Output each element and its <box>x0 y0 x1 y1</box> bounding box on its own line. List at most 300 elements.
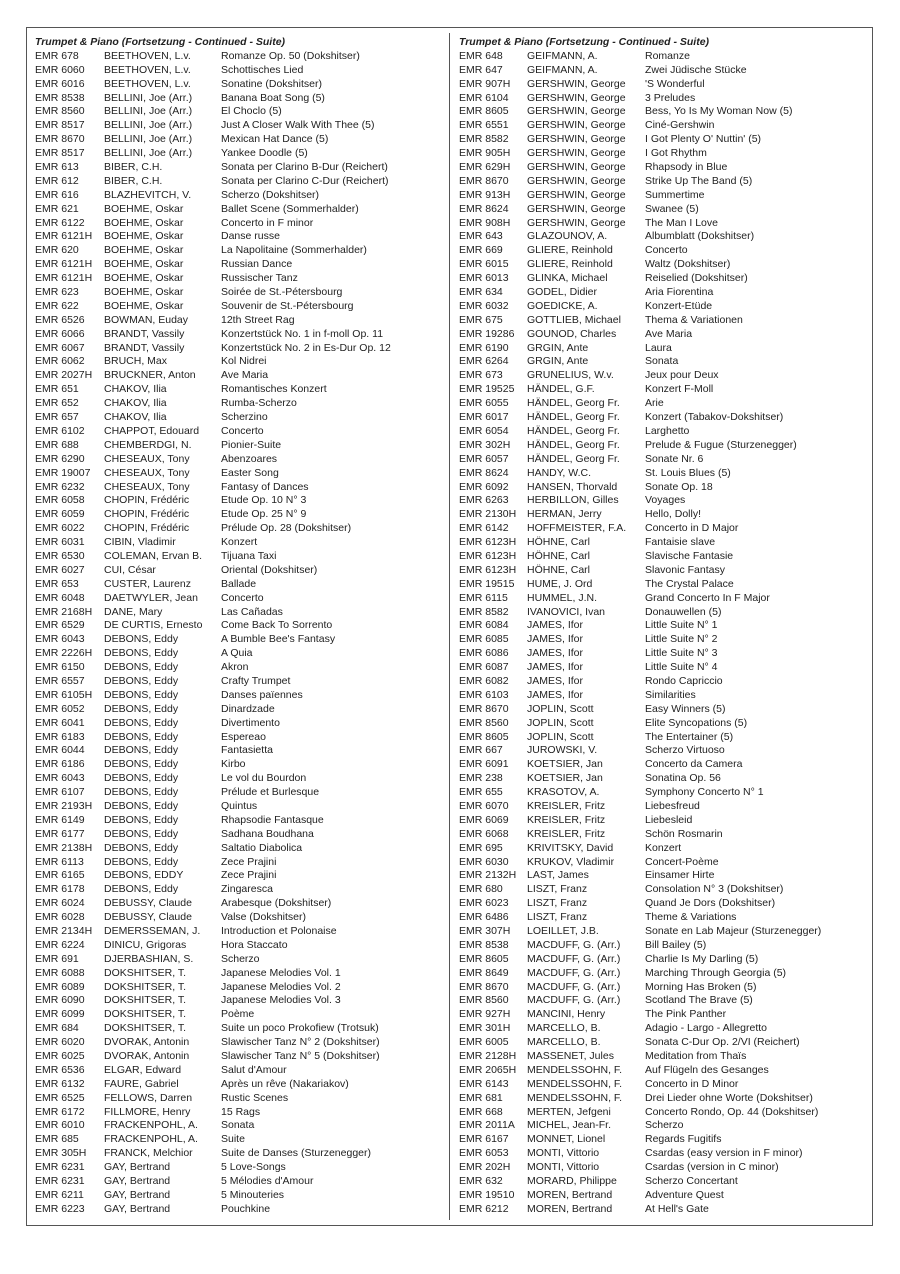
catalog-number: EMR 19286 <box>459 327 515 340</box>
work-title: Suite <box>221 1133 245 1146</box>
composer-name: KRUKOV, Vladimir <box>527 855 615 868</box>
catalog-entry <box>459 300 869 314</box>
work-title: Ave Maria <box>221 369 269 382</box>
catalog-number: EMR 6224 <box>35 938 85 951</box>
composer-name: DEBONS, Eddy <box>104 744 179 757</box>
catalog-entry <box>459 217 869 231</box>
work-title: Symphony Concerto N° 1 <box>645 786 764 799</box>
catalog-number: EMR 6104 <box>459 91 509 104</box>
catalog-number: EMR 652 <box>35 397 79 410</box>
catalog-entry <box>35 175 445 189</box>
work-title: 15 Rags <box>221 1105 261 1118</box>
catalog-entry <box>35 842 445 856</box>
work-title: Consolation N° 3 (Dokshitser) <box>645 883 784 896</box>
catalog-entry <box>35 411 445 425</box>
catalog-number: EMR 8517 <box>35 119 85 132</box>
work-title: 5 Love-Songs <box>221 1161 286 1174</box>
composer-name: LAST, James <box>527 869 589 882</box>
catalog-number: EMR 6123H <box>459 549 517 562</box>
work-title: Scherzo <box>645 1119 684 1132</box>
catalog-number: EMR 6121H <box>35 272 93 285</box>
catalog-number: EMR 913H <box>459 188 511 201</box>
composer-name: FELLOWS, Darren <box>104 1091 193 1104</box>
catalog-entry <box>35 64 445 78</box>
composer-name: GERSHWIN, George <box>527 147 626 160</box>
catalog-entry <box>35 703 445 717</box>
catalog-entry <box>35 536 445 550</box>
work-title: Concerto in D Major <box>645 522 739 535</box>
composer-name: DEBONS, Eddy <box>104 661 179 674</box>
work-title: 12th Street Rag <box>221 313 295 326</box>
catalog-number: EMR 6231 <box>35 1161 85 1174</box>
catalog-number: EMR 6150 <box>35 661 85 674</box>
composer-name: HANSEN, Thorvald <box>527 480 618 493</box>
composer-name: DEBONS, Eddy <box>104 674 179 687</box>
work-title: Sonata <box>645 355 679 368</box>
catalog-number: EMR 623 <box>35 286 79 299</box>
work-title: Akron <box>221 661 249 674</box>
composer-name: MACDUFF, G. (Arr.) <box>527 980 621 993</box>
catalog-entry <box>459 550 869 564</box>
catalog-entry <box>459 397 869 411</box>
catalog-entry <box>35 244 445 258</box>
composer-name: LISZT, Franz <box>527 897 588 910</box>
catalog-entry <box>35 1078 445 1092</box>
catalog-entry <box>35 856 445 870</box>
catalog-entry <box>35 828 445 842</box>
catalog-number: EMR 6115 <box>459 591 508 604</box>
catalog-entry <box>459 661 869 675</box>
catalog-number: EMR 6263 <box>459 494 509 507</box>
catalog-entry <box>35 286 445 300</box>
work-title: Arie <box>645 397 664 410</box>
composer-name: BOEHME, Oskar <box>104 244 184 257</box>
catalog-number: EMR 6017 <box>459 411 509 424</box>
composer-name: BEETHOVEN, L.v. <box>104 63 191 76</box>
catalog-number: EMR 651 <box>35 383 79 396</box>
catalog-entry <box>35 1106 445 1120</box>
composer-name: HUME, J. Ord <box>527 577 593 590</box>
work-title: Scherzo Virtuoso <box>645 744 725 757</box>
work-title: Voyages <box>645 494 686 507</box>
catalog-number: EMR 238 <box>459 772 503 785</box>
work-title: Concerto <box>221 424 264 437</box>
catalog-number: EMR 653 <box>35 577 79 590</box>
composer-name: LISZT, Franz <box>527 911 588 924</box>
catalog-entry <box>459 439 869 453</box>
catalog-entry <box>35 342 445 356</box>
composer-name: LISZT, Franz <box>527 883 588 896</box>
composer-name: KOETSIER, Jan <box>527 758 603 771</box>
work-title: Strike Up The Band (5) <box>645 174 753 187</box>
work-title: Slavonic Fantasy <box>645 563 725 576</box>
catalog-number: EMR 655 <box>459 786 503 799</box>
catalog-entry <box>459 1036 869 1050</box>
catalog-number: EMR 19515 <box>459 577 515 590</box>
composer-name: GODEL, Didier <box>527 286 598 299</box>
catalog-entry <box>35 633 445 647</box>
catalog-number: EMR 6057 <box>459 452 509 465</box>
catalog-number: EMR 6551 <box>459 119 509 132</box>
catalog-number: EMR 6085 <box>459 633 509 646</box>
work-title: Suite de Danses (Sturzenegger) <box>221 1147 371 1160</box>
composer-name: DEBONS, Eddy <box>104 772 179 785</box>
work-title: Liebesfreud <box>645 799 700 812</box>
composer-name: BELLINI, Joe (Arr.) <box>104 147 193 160</box>
catalog-entry <box>459 230 869 244</box>
composer-name: FRACKENPOHL, A. <box>104 1133 198 1146</box>
catalog-number: EMR 6054 <box>459 424 509 437</box>
composer-name: DE CURTIS, Ernesto <box>104 619 203 632</box>
work-title: Bess, Yo Is My Woman Now (5) <box>645 105 793 118</box>
catalog-number: EMR 8670 <box>459 980 509 993</box>
catalog-entry <box>459 578 869 592</box>
catalog-number: EMR 8649 <box>459 966 509 979</box>
catalog-entry <box>35 939 445 953</box>
composer-name: DEBONS, Eddy <box>104 786 179 799</box>
composer-name: CHEMBERDGI, N. <box>104 438 192 451</box>
catalog-entry <box>459 758 869 772</box>
catalog-number: EMR 8560 <box>459 716 509 729</box>
work-title: Sonate en Lab Majeur (Sturzenegger) <box>645 925 822 937</box>
catalog-entry <box>35 772 445 786</box>
catalog-entry <box>459 967 869 981</box>
composer-name: KRIVITSKY, David <box>527 841 614 854</box>
catalog-entry <box>459 619 869 633</box>
work-title: Rumba-Scherzo <box>221 397 297 410</box>
catalog-entry <box>459 161 869 175</box>
catalog-number: EMR 6092 <box>459 480 509 493</box>
composer-name: CHAKOV, Ilia <box>104 411 167 424</box>
work-title: Pouchkine <box>221 1202 271 1215</box>
work-title: Konzertstück No. 2 in Es-Dur Op. 12 <box>221 341 391 354</box>
catalog-entry <box>459 1175 869 1189</box>
catalog-entry <box>35 661 445 675</box>
catalog-number: EMR 632 <box>459 1175 503 1188</box>
work-title: A Quia <box>221 647 253 660</box>
composer-name: HÄNDEL, Georg Fr. <box>527 424 620 437</box>
composer-name: GERSHWIN, George <box>527 216 626 229</box>
work-title: Kirbo <box>221 758 246 771</box>
work-title: A Bumble Bee's Fantasy <box>221 633 336 646</box>
catalog-number: EMR 691 <box>35 952 79 965</box>
catalog-entry <box>459 689 869 703</box>
catalog-entry <box>35 967 445 981</box>
catalog-entry <box>35 1008 445 1022</box>
catalog-number: EMR 6105H <box>35 688 93 701</box>
catalog-number: EMR 6212 <box>459 1202 509 1215</box>
work-title: Thema & Variationen <box>645 313 743 326</box>
catalog-entry <box>459 119 869 133</box>
catalog-number: EMR 6052 <box>35 702 85 715</box>
work-title: Prélude Op. 28 (Dokshitser) <box>221 522 352 535</box>
catalog-number: EMR 2065H <box>459 1063 517 1076</box>
work-title: Etude Op. 25 N° 9 <box>221 508 307 521</box>
composer-name: GERSHWIN, George <box>527 105 626 118</box>
work-title: Konzertstück No. 1 in f-moll Op. 11 <box>221 327 384 340</box>
composer-name: MENDELSSOHN, F. <box>527 1091 623 1104</box>
catalog-entry <box>35 689 445 703</box>
composer-name: BOEHME, Oskar <box>104 286 184 299</box>
catalog-number: EMR 19525 <box>459 383 515 396</box>
composer-name: BOEHME, Oskar <box>104 202 184 215</box>
catalog-entry <box>459 272 869 286</box>
catalog-entry <box>459 717 869 731</box>
work-title: 5 Mélodies d'Amour <box>221 1175 314 1188</box>
catalog-number: EMR 19510 <box>459 1188 515 1201</box>
work-title: Ciné-Gershwin <box>645 119 715 132</box>
catalog-entry <box>35 869 445 883</box>
work-title: Zingaresca <box>221 883 273 896</box>
work-title: Zwei Jüdische Stücke <box>645 63 747 76</box>
work-title: Theme & Variations <box>645 911 737 924</box>
catalog-number: EMR 6143 <box>459 1077 509 1090</box>
catalog-entry <box>35 1064 445 1078</box>
catalog-entry <box>459 1147 869 1161</box>
catalog-number: EMR 6024 <box>35 897 85 910</box>
catalog-entry <box>35 1147 445 1161</box>
composer-name: BELLINI, Joe (Arr.) <box>104 119 193 132</box>
composer-name: DEBONS, Eddy <box>104 813 179 826</box>
catalog-entry <box>459 536 869 550</box>
catalog-entry <box>459 508 869 522</box>
composer-name: CHOPIN, Frédéric <box>104 508 190 521</box>
work-title: Scherzo <box>221 952 260 965</box>
work-title: Sonatine (Dokshitser) <box>221 77 322 90</box>
catalog-number: EMR 6030 <box>459 855 509 868</box>
work-title: Prelude & Fugue (Sturzenegger) <box>645 438 797 451</box>
composer-name: MASSENET, Jules <box>527 1050 614 1063</box>
catalog-entry <box>459 592 869 606</box>
catalog-entry <box>459 1106 869 1120</box>
catalog-entry <box>459 981 869 995</box>
composer-name: BIBER, C.H. <box>104 174 163 187</box>
composer-name: BOEHME, Oskar <box>104 230 184 243</box>
catalog-number: EMR 6016 <box>35 77 85 90</box>
catalog-entry <box>35 731 445 745</box>
catalog-number: EMR 6084 <box>459 619 509 632</box>
work-title: Ballet Scene (Sommerhalder) <box>221 202 359 215</box>
catalog-entry <box>459 314 869 328</box>
catalog-entry <box>35 814 445 828</box>
catalog-number: EMR 6028 <box>35 911 85 924</box>
catalog-entry <box>35 758 445 772</box>
composer-name: GLIERE, Reinhold <box>527 244 613 257</box>
catalog-entry <box>35 786 445 800</box>
work-title: Valse (Dokshitser) <box>221 911 306 924</box>
catalog-number: EMR 6048 <box>35 591 85 604</box>
catalog-entry <box>459 953 869 967</box>
catalog-entry <box>35 925 445 939</box>
catalog-number: EMR 6525 <box>35 1091 85 1104</box>
work-title: Slawischer Tanz N° 5 (Dokshitser) <box>221 1050 380 1063</box>
catalog-entry <box>35 981 445 995</box>
catalog-number: EMR 2138H <box>35 841 93 854</box>
catalog-number: EMR 2134H <box>35 925 93 937</box>
catalog-entry <box>459 994 869 1008</box>
catalog-number: EMR 622 <box>35 299 79 312</box>
catalog-entry <box>459 147 869 161</box>
catalog-entry <box>459 467 869 481</box>
work-title: Las Cañadas <box>221 605 283 618</box>
work-title: Schön Rosmarin <box>645 827 723 840</box>
work-title: Le vol du Bourdon <box>221 772 307 785</box>
work-title: Japanese Melodies Vol. 2 <box>221 980 341 993</box>
composer-name: GLINKA, Michael <box>527 272 608 285</box>
catalog-number: EMR 6022 <box>35 522 85 535</box>
catalog-entry <box>459 481 869 495</box>
catalog-entry <box>459 1119 869 1133</box>
composer-name: BOEHME, Oskar <box>104 272 184 285</box>
work-title: Easter Song <box>221 466 279 479</box>
work-title: Einsamer Hirte <box>645 869 715 882</box>
catalog-number: EMR 6091 <box>459 758 509 771</box>
composer-name: HANDY, W.C. <box>527 466 591 479</box>
catalog-entry <box>35 453 445 467</box>
composer-name: GRGIN, Ante <box>527 355 589 368</box>
composer-name: CHESEAUX, Tony <box>104 452 190 465</box>
catalog-number: EMR 6041 <box>35 716 85 729</box>
work-title: Grand Concerto In F Major <box>645 591 770 604</box>
composer-name: BELLINI, Joe (Arr.) <box>104 133 193 146</box>
catalog-entry <box>459 869 869 883</box>
composer-name: GERSHWIN, George <box>527 174 626 187</box>
composer-name: DOKSHITSER, T. <box>104 966 187 979</box>
work-title: Sonata per Clarino C-Dur (Reichert) <box>221 174 389 187</box>
catalog-entry <box>459 203 869 217</box>
catalog-entry <box>35 272 445 286</box>
catalog-entry <box>35 800 445 814</box>
catalog-number: EMR 8517 <box>35 147 85 160</box>
catalog-entry <box>35 522 445 536</box>
catalog-entry <box>35 147 445 161</box>
catalog-entry <box>459 1133 869 1147</box>
work-title: Aria Fiorentina <box>645 286 714 299</box>
catalog-entry <box>35 355 445 369</box>
composer-name: BIBER, C.H. <box>104 161 163 174</box>
work-title: I Got Plenty O' Nuttin' (5) <box>645 133 762 146</box>
composer-name: HÖHNE, Carl <box>527 536 591 549</box>
work-title: Banana Boat Song (5) <box>221 91 325 104</box>
catalog-entry <box>459 786 869 800</box>
composer-name: BRUCKNER, Anton <box>104 369 196 382</box>
catalog-number: EMR 8582 <box>459 605 509 618</box>
work-title: Sonata <box>221 1119 255 1132</box>
composer-name: FILLMORE, Henry <box>104 1105 191 1118</box>
catalog-number: EMR 6211 <box>35 1188 84 1201</box>
composer-name: JAMES, Ifor <box>527 674 584 687</box>
composer-name: GERSHWIN, George <box>527 188 626 201</box>
catalog-number: EMR 2027H <box>35 369 93 382</box>
catalog-entry <box>35 1036 445 1050</box>
work-title: Russischer Tanz <box>221 272 298 285</box>
composer-name: GLAZOUNOV, A. <box>527 230 608 243</box>
catalog-entry <box>35 1175 445 1189</box>
catalog-number: EMR 6142 <box>459 522 509 535</box>
composer-name: DEBONS, Eddy <box>104 758 179 771</box>
work-title: Crafty Trumpet <box>221 674 291 687</box>
catalog-entry <box>35 105 445 119</box>
catalog-number: EMR 688 <box>35 438 79 451</box>
composer-name: CHOPIN, Frédéric <box>104 522 190 535</box>
catalog-number: EMR 2226H <box>35 647 93 660</box>
composer-name: BOEHME, Oskar <box>104 258 184 271</box>
composer-name: GOUNOD, Charles <box>527 327 617 340</box>
catalog-number: EMR 6067 <box>35 341 85 354</box>
composer-name: CHAPPOT, Edouard <box>104 424 200 437</box>
work-title: Hello, Dolly! <box>645 508 702 521</box>
composer-name: DEBONS, Eddy <box>104 730 179 743</box>
catalog-entry <box>35 481 445 495</box>
work-title: Etude Op. 10 N° 3 <box>221 494 307 507</box>
composer-name: GEIFMANN, A. <box>527 63 598 76</box>
composer-name: DVORAK, Antonin <box>104 1036 190 1049</box>
catalog-number: EMR 8624 <box>459 202 509 215</box>
catalog-number: EMR 6557 <box>35 674 85 687</box>
work-title: Little Suite N° 4 <box>645 661 718 674</box>
column-divider <box>449 33 450 1220</box>
work-title: La Napolitaine (Sommerhalder) <box>221 244 367 257</box>
work-title: Scherzo Concertant <box>645 1175 738 1188</box>
catalog-entry <box>459 731 869 745</box>
catalog-number: EMR 6060 <box>35 63 85 76</box>
work-title: Rustic Scenes <box>221 1091 289 1104</box>
catalog-entry <box>459 1050 869 1064</box>
catalog-number: EMR 6089 <box>35 980 85 993</box>
work-title: Russian Dance <box>221 258 293 271</box>
catalog-entry <box>459 355 869 369</box>
catalog-number: EMR 620 <box>35 244 79 257</box>
composer-name: KOETSIER, Jan <box>527 772 603 785</box>
catalog-entry <box>35 564 445 578</box>
composer-name: HÄNDEL, G.F. <box>527 383 595 396</box>
catalog-entry <box>459 383 869 397</box>
work-title: Concerto da Camera <box>645 758 743 771</box>
catalog-number: EMR 307H <box>459 925 511 937</box>
composer-name: DEBONS, Eddy <box>104 647 179 660</box>
composer-name: HÄNDEL, Georg Fr. <box>527 452 620 465</box>
catalog-number: EMR 8670 <box>35 133 85 146</box>
work-title: Little Suite N° 2 <box>645 633 718 646</box>
catalog-entry <box>35 258 445 272</box>
work-title: Oriental (Dokshitser) <box>221 563 318 576</box>
catalog-entry <box>459 744 869 758</box>
composer-name: FRANCK, Melchior <box>104 1147 193 1160</box>
catalog-number: EMR 6190 <box>459 341 509 354</box>
composer-name: MOREN, Bertrand <box>527 1188 613 1201</box>
work-title: St. Louis Blues (5) <box>645 466 731 479</box>
composer-name: CHAKOV, Ilia <box>104 383 167 396</box>
composer-name: FRACKENPOHL, A. <box>104 1119 198 1132</box>
work-title: Adagio - Largo - Allegretto <box>645 1022 767 1035</box>
catalog-number: EMR 6020 <box>35 1036 85 1049</box>
work-title: Quand Je Dors (Dokshitser) <box>645 897 776 910</box>
catalog-entry <box>35 217 445 231</box>
work-title: Zece Prajini <box>221 855 277 868</box>
composer-name: DEBONS, Eddy <box>104 883 179 896</box>
catalog-number: EMR 302H <box>459 438 511 451</box>
composer-name: DEBONS, Eddy <box>104 841 179 854</box>
catalog-number: EMR 695 <box>459 841 503 854</box>
catalog-number: EMR 657 <box>35 411 79 424</box>
catalog-entry <box>459 105 869 119</box>
work-title: Concert-Poème <box>645 855 719 868</box>
composer-name: MACDUFF, G. (Arr.) <box>527 994 621 1007</box>
composer-name: GAY, Bertrand <box>104 1175 171 1188</box>
catalog-column-left <box>35 36 445 1217</box>
catalog-entry <box>459 939 869 953</box>
catalog-entry <box>459 244 869 258</box>
